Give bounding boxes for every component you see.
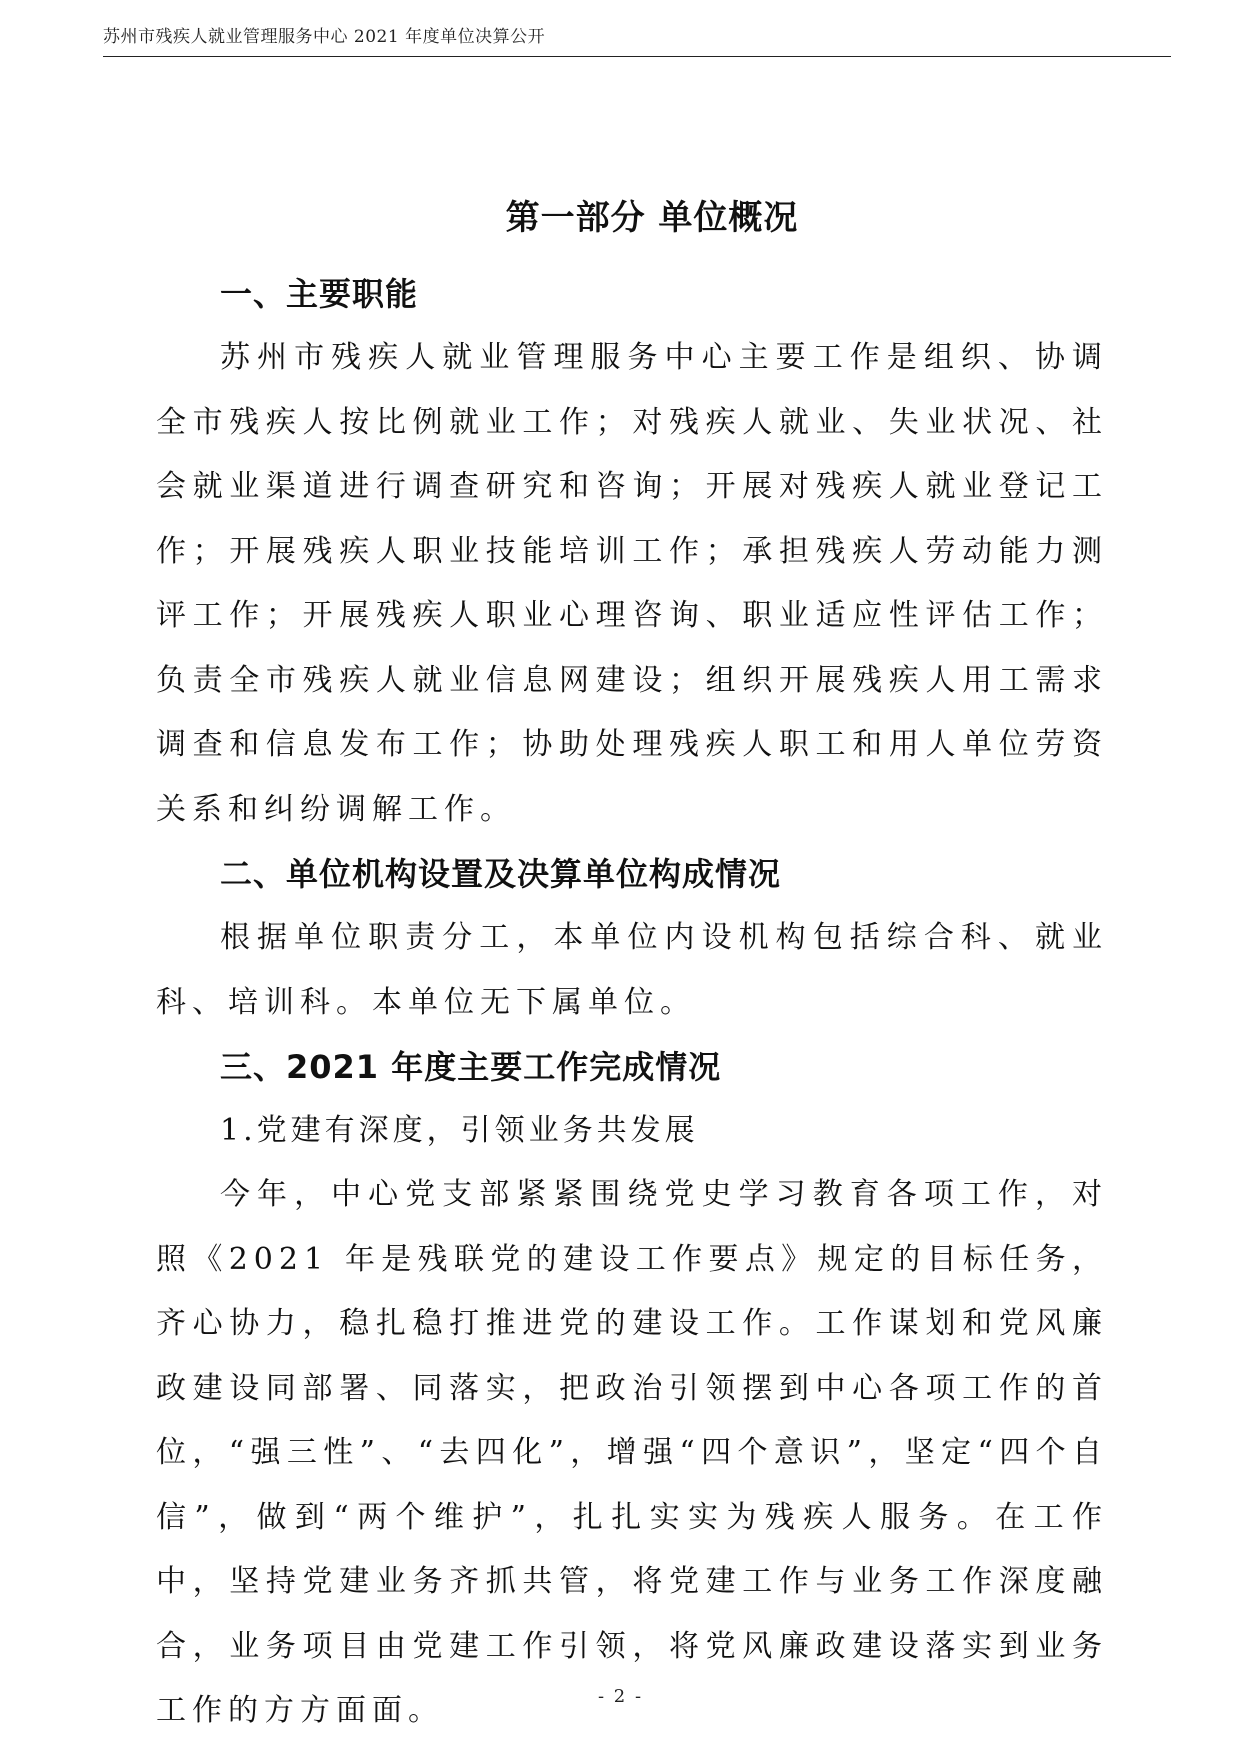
paragraph-functions: 苏州市残疾人就业管理服务中心主要工作是组织、协调全市残疾人按比例就业工作；对残疾人就业、失业状况、社会就业渠道进行调查研究和咨询；开展对残疾人就业登记工作；开展残疾人职业技能培训工作；承担残疾人劳动能力测评工作；开展残疾人职业心理咨询、职业适应性评估工作；负责全市残疾人就业信息网建设；组织开展残疾人用工需求调查和信息发布工作；协助处理残疾人职工和用人单位劳资关系和纠纷调解工作。 <box>156 340 1108 827</box>
section-heading-functions: 一、主要职能 <box>220 275 419 313</box>
paragraph-party-building: 今年，中心党支部紧紧围绕党史学习教育各项工作，对照《2021 年是残联党的建设工作要点》规定的目标任务，齐心协力，稳扎稳打推进党的建设工作。工作谋划和党风廉政建设同部署、同落实，把政治引领摆到中心各项工作的首位，“强三性”、“去四化”，增强“四个意识”，坚定“四个自信”，做到“两个维护”，扎扎实实为残疾人服务。在工作中，坚持党建业务齐抓共管，将党建工作与业务工作深度融合，业务项目由党建工作引领，将党风廉政建设落实到业务工作的方方面面。 <box>156 1177 1108 1728</box>
header-text: 苏州市残疾人就业管理服务中心 2021 年度单位决算公开 <box>103 27 546 47</box>
document-body <box>156 192 1108 1744</box>
section-heading-organization: 二、单位机构设置及决算单位构成情况 <box>220 855 782 893</box>
running-header <box>103 26 1171 57</box>
subheading-party-building: 1.党建有深度，引领业务共发展 <box>220 1113 699 1148</box>
page-number: - 2 - <box>597 1686 644 1707</box>
paragraph-organization: 根据单位职责分工，本单位内设机构包括综合科、就业科、培训科。本单位无下属单位。 <box>156 920 1108 1020</box>
section-heading-work-completion: 三、2021 年度主要工作完成情况 <box>220 1048 722 1086</box>
page-title: 第一部分 单位概况 <box>505 198 799 238</box>
